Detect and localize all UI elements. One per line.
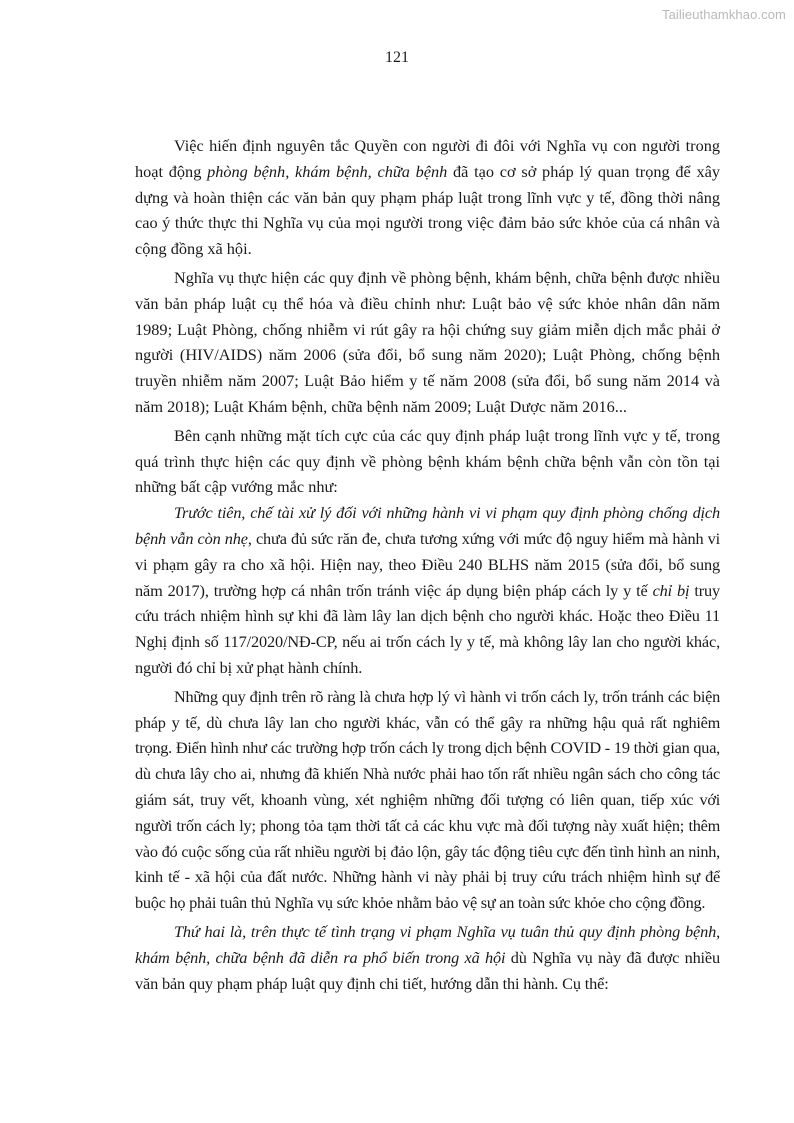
paragraph bbox=[135, 500, 720, 681]
text-run: Những quy định trên rõ ràng là chưa hợp lý vì hành vi trốn cách ly, trốn tránh các biện pháp y tế, dù chưa lây lan cho người khác, vẫn có thể gây ra những hậu quả rất nghiêm trọng. Điển hình như các trường hợp trốn cách ly trong dịch bệnh COVID - 19 thời gian qua, dù chưa lây cho ai, nhưng đã khiến Nhà nước phải hao tốn rất nhiều ngân sách cho công tác giám sát, truy vết, khoanh vùng, xét nghiệm những đối tượng có liên quan, tiếp xúc với người trốn cách ly; phong tỏa tạm thời tất cả các khu vực mà đối tượng này xuất hiện; thêm vào đó cuộc sống của rất nhiều người bị đảo lộn, gây tác động tiêu cực đến tình hình an ninh, kinh tế - xã hội của đất nước. Những hành vi này phải bị truy cứu trách nhiệm hình sự để buộc họ phải tuân thủ Nghĩa vụ sức khỏe nhằm bảo vệ sự an toàn sức khỏe cho cộng đồng. bbox=[135, 686, 720, 913]
text-run: đã tạo cơ sở pháp lý quan trọng để xây dựng và hoàn thiện các văn bản quy phạm pháp luật trong lĩnh vực y tế, đồng thời nâng cao ý thức thực thi Nghĩa vụ của mọi người trong việc đảm bảo sức khỏe của cá nhân và cộng đồng xã hội. bbox=[135, 161, 720, 259]
italic-text-run: Trước tiên, chế tài xử lý đối với những hành vi vi phạm quy định phòng chống dịch bệnh vẫn còn nhẹ bbox=[135, 503, 720, 548]
watermark: Tailieuthamkhao.com bbox=[661, 7, 786, 22]
paragraph bbox=[135, 423, 720, 500]
paragraph bbox=[135, 919, 720, 996]
body-text bbox=[135, 133, 720, 996]
italic-text-run: Thứ hai là, trên thực tế tình trạng vi phạm Nghĩa vụ tuân thủ quy định phòng bệnh, khám bệnh, chữa bệnh đã diễn ra phổ biến trong xã hội bbox=[135, 921, 720, 967]
italic-text-run: phòng bệnh, khám bệnh, chữa bệnh bbox=[207, 161, 448, 181]
text-run: Bên cạnh những mặt tích cực của các quy định pháp luật trong lĩnh vực y tế, trong quá trình thực hiện các quy định về phòng bệnh khám bệnh chữa bệnh vẫn còn tồn tại những bất cập vướng mắc như: bbox=[135, 425, 720, 497]
text-run: , chưa đủ sức răn đe, chưa tương xứng với mức độ nguy hiểm mà hành vi vi phạm gây ra cho xã hội. Hiện nay, theo Điều 240 BLHS năm 2015 (sửa đổi, bổ sung năm 2017), trường hợp cá nhân trốn tránh việc áp dụng biện pháp cách ly y tế bbox=[135, 528, 721, 600]
paragraph bbox=[135, 684, 720, 916]
italic-text-run: chỉ bị bbox=[652, 580, 690, 600]
text-run: truy cứu trách nhiệm hình sự khi đã làm lây lan dịch bệnh cho người khác. Hoặc theo Điều 11 Nghị định số 117/2020/NĐ-CP, nếu ai trốn cách ly y tế, mà không lây lan cho người khác, người đó chỉ bị xử phạt hành chính. bbox=[135, 580, 721, 677]
text-run: Nghĩa vụ thực hiện các quy định về phòng bệnh, khám bệnh, chữa bệnh được nhiều văn bản pháp luật cụ thể hóa và điều chỉnh như: Luật bảo vệ sức khỏe nhân dân năm 1989; Luật Phòng, chống nhiễm vi rút gây ra hội chứng suy giảm miễn dịch mắc phải ở người (HIV/AIDS) năm 2006 (sửa đổi, bổ sung năm 2020); Luật Phòng, chống bệnh truyền nhiễm năm 2007; Luật Bảo hiểm y tế năm 2008 (sửa đổi, bổ sung năm 2014 và năm 2018); Luật Khám bệnh, chữa bệnh năm 2009; Luật Dược năm 2016... bbox=[135, 267, 720, 416]
text-run: Việc hiến định nguyên tắc Quyền con người đi đôi với Nghĩa vụ con người trong hoạt động bbox=[135, 136, 720, 181]
paragraph bbox=[135, 133, 720, 262]
page-number: 121 bbox=[385, 49, 409, 66]
paragraph bbox=[135, 265, 720, 420]
text-run: dù Nghĩa vụ này đã được nhiều văn bản quy phạm pháp luật quy định chi tiết, hướng dẫn thi hành. Cụ thể: bbox=[135, 947, 720, 993]
